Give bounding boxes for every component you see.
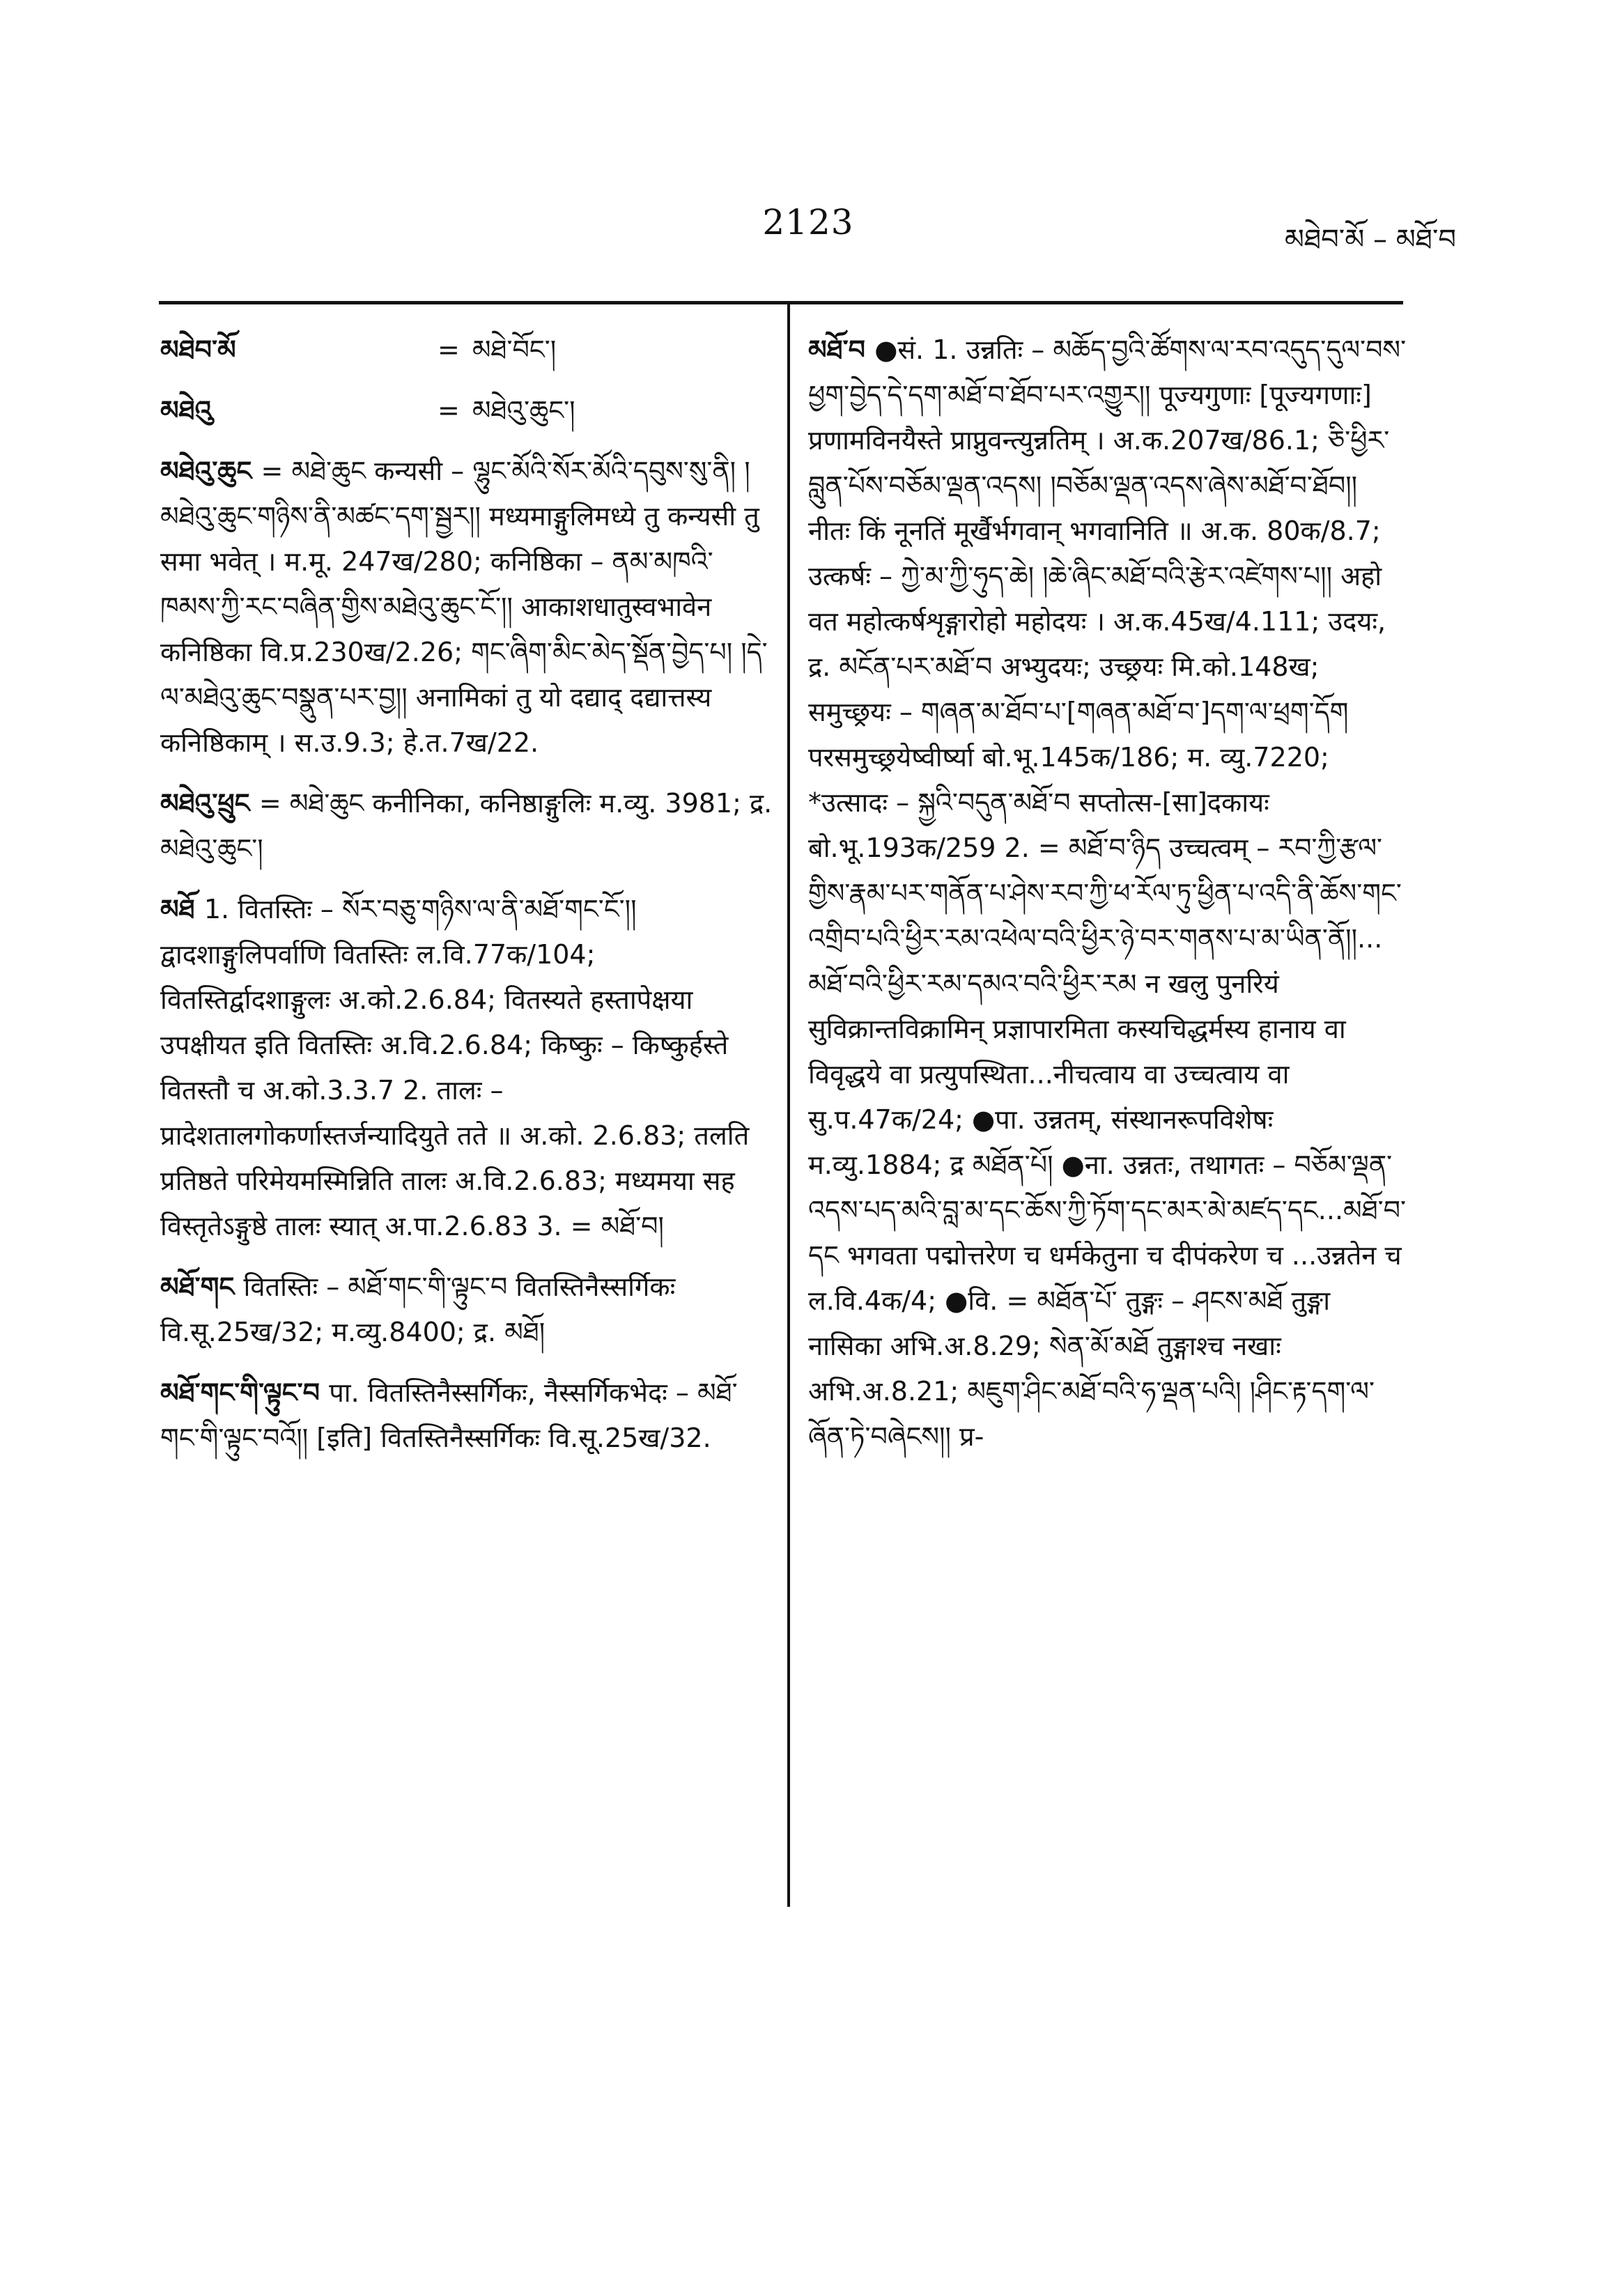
dictionary-entry [808,327,1407,1460]
dictionary-entry [160,449,773,766]
entry-equals: = [438,334,460,365]
entry-text: वितस्तिः – མཐོ་གང་གི་ལྟུང་བ वितस्तिनैस्सर्गिकः वि.सू.25ख/32; म.व्यु.8400; द्र. མཐོ། [160,1271,676,1347]
left-column [160,327,773,1476]
dictionary-entry [160,388,773,433]
entry-headword: མཐོ་གང [160,1271,244,1302]
entry-text: पा. वितस्तिनैस्सर्गिकः, नैस्सर्गिकभेदः – མཐོ་གང་གི་ལྟུང་བའོ།། [इति] वितस्तिनैस्सर्गिकः वि.सू.25ख/32. [160,1377,738,1453]
entry-headword: མཐོ་གང་གི་ལྟུང་བ [160,1377,330,1408]
entry-headword: མཐེའུ [160,395,212,426]
running-head: མཐེབ་མོ – མཐོ་བ [1284,224,1456,256]
header-rule [159,301,1403,304]
entry-text: = མཐེ་ཆུང कन्यसी – ལྷུང་མོའི་སོར་མོའི་དབུས་སུ་ནི། །མཐེའུ་ཆུང་གཉིས་ནི་མཚང་དག་སྦྱར།། मध्यमाङ्गुलिमध्ये तु कन्यसी तु समा भवेत् । म.मू. 247ख/280; कनिष्ठिका – ནམ་མཁའི་ཁམས་ཀྱི་རང་བཞིན་གྱིས་མཐེའུ་ཆུང་ངོ་།། आकाशधातुस्वभावेन कनिष्ठिका वि.प्र.230ख/2.26; གང་ཞིག་མིང་མེད་སྡོན་བྱེད་པ། །དེ་ལ་མཐེའུ་ཆུང་བསྣུན་པར་བྱ།། अनामिकां तु यो दद्याद् दद्यात्तस्य कनिष्ठिकाम् । स.उ.9.3; हे.त.7ख/22. [160,456,768,758]
dictionary-entry [160,1264,773,1355]
dictionary-entry [160,1370,773,1461]
entry-headword: མཐེབ་མོ [160,334,236,365]
entry-text: ●सं. 1. उन्नतिः – མཆོད་བྱའི་ཚོགས་ལ་རབ་འདུད་དུལ་བས་ཕྱག་བྱེད་དེ་དག་མཐོ་བ་ཐོབ་པར་འགྱུར།། पूज्यगुणाः [पूज्यगणाः] प्रणामविनयैस्ते प्राप्नुवन्त्युन्नतिम् । अ.क.207ख/86.1; ཅི་ཕྱིར་བླུན་པོས་བཅོམ་ལྡན་འདས། །བཅོམ་ལྡན་འདས་ཞེས་མཐོ་བ་ཐོབ།། नीतः किं नूनतिं मूर्खैर्भगवान् भगवानिति ॥ अ.क. 80क/8.7; उत्कर्षः – ཀྱེ་མ་ཀྱི་ཧུད་ཆེ། །ཆེ་ཞིང་མཐོ་བའི་རྩེར་འཛེགས་པ།། अहो वत महोत्कर्षशृङ्गारोहो महोदयः । अ.क.45ख/4.111; उदयः, द्र. མངོན་པར་མཐོ་བ अभ्युदयः; उच्छ्रयः मि.को.148ख; समुच्छ्रयः – གཞན་མ་ཐོབ་པ་[གཞན་མཐོ་བ་]དག་ལ་ཕྲག་དོག परसमुच्छ्रयेष्वीर्ष्या बो.भू.145क/186; म. व्यु.7220; *उत्सादः – སྐྱའི་བདུན་མཐོ་བ सप्तोत्स-[सा]दकायः बो.भू.193क/259 2. = མཐོ་བ་ཉིད उच्चत्वम् – རབ་ཀྱི་རྩལ་གྱིས་རྣམ་པར་གནོན་པ་ཤེས་རབ་ཀྱི་ཕ་རོལ་ཏུ་ཕྱིན་པ་འདི་ནི་ཆོས་གང་འགྲིབ་པའི་ཕྱིར་རམ་འཕེལ་བའི་ཕྱིར་ཉེ་བར་གནས་པ་མ་ཡིན་ནོ།།... མཐོ་བའི་ཕྱིར་རམ་དམའ་བའི་ཕྱིར་རམ न खलु पुनरियं सुविक्रान्तविक्रामिन् प्रज्ञापारमिता कस्यचिद्धर्मस्य हानाय वा विवृद्धये वा प्रत्युपस्थिता...नीचत्वाय वा उच्चत्वाय वा सु.प.47क/24; ●पा. उन्नतम्, संस्थानरूपविशेषः म.व्यु.1884; द्र མཐོན་པོ། ●ना. उन्नतः, तथागतः – བཅོམ་ལྡན་འདས་པད་མའི་བླ་མ་དང་ཆོས་ཀྱི་ཏོག་དང་མར་མེ་མཛད་དང...མཐོ་བ་དང भगवता पद्मोत्तरेण च धर्मकेतुना च दीपंकरेण च ...उन्नतेन च ल.वि.4क/4; ●वि. = མཐོན་པོ་ तुङ्गः – ཤངས་མཐོ तुङ्गा नासिका अभि.अ.8.29; སེན་མོ་མཐོ तुङ्गाश्च नखाः अभि.अ.8.21; མཇུག་ཤིང་མཐོ་བའི་ཧ་ལྡན་པའི། །ཤིང་རྟ་དག་ལ་ཞོན་ཏེ་བཞེངས།། प्र- [808,334,1407,1452]
dictionary-entry [160,327,773,373]
entry-text: = མཐེ་ཆུང कनीनिका, कनिष्ठाङ्गुलिः म.व्यु. 3981; द्र. མཐེའུ་ཆུང་། [160,788,773,864]
entry-text: མཐེ་བོང་། [472,334,557,365]
right-column [808,327,1407,1475]
entry-text: 1. वितस्तिः – སོར་བཅུ་གཉིས་ལ་ནི་མཐོ་གང་ངོ་།། द्वादशाङ्गुलिपर्वाणि वितस्तिः ल.वि.77क/104; वितस्तिर्द्वादशाङ्गुलः अ.को.2.6.84; वितस्यते हस्तापेक्षया उपक्षीयत इति वितस्तिः अ.वि.2.6.84; किष्कुः – किष्कुर्हस्ते वितस्तौ च अ.को.3.3.7 2. तालः – प्रादेशतालगोकर्णास्तर्जन्यादियुते तते ॥ अ.को. 2.6.83; तलति प्रतिष्ठते परिमेयमस्मिन्निति तालः अ.वि.2.6.83; मध्यमया सह विस्तृतेऽङ्गुष्ठे तालः स्यात् अ.पा.2.6.83 3. = མཐོ་བ། [160,894,750,1241]
entry-text: མཐེའུ་ཆུང་། [472,395,575,426]
column-divider [787,304,790,1907]
entry-headword: མཐོ [160,894,204,924]
entry-headword: མཐེའུ་ཕྲུང [160,788,259,819]
page-number: 2123 [762,202,854,242]
entry-headword: མཐོ་བ [808,334,875,365]
dictionary-entry [160,781,773,872]
dictionary-entry [160,887,773,1249]
entry-headword: མཐེའུ་ཆུང [160,456,261,486]
entry-equals: = [438,395,460,426]
